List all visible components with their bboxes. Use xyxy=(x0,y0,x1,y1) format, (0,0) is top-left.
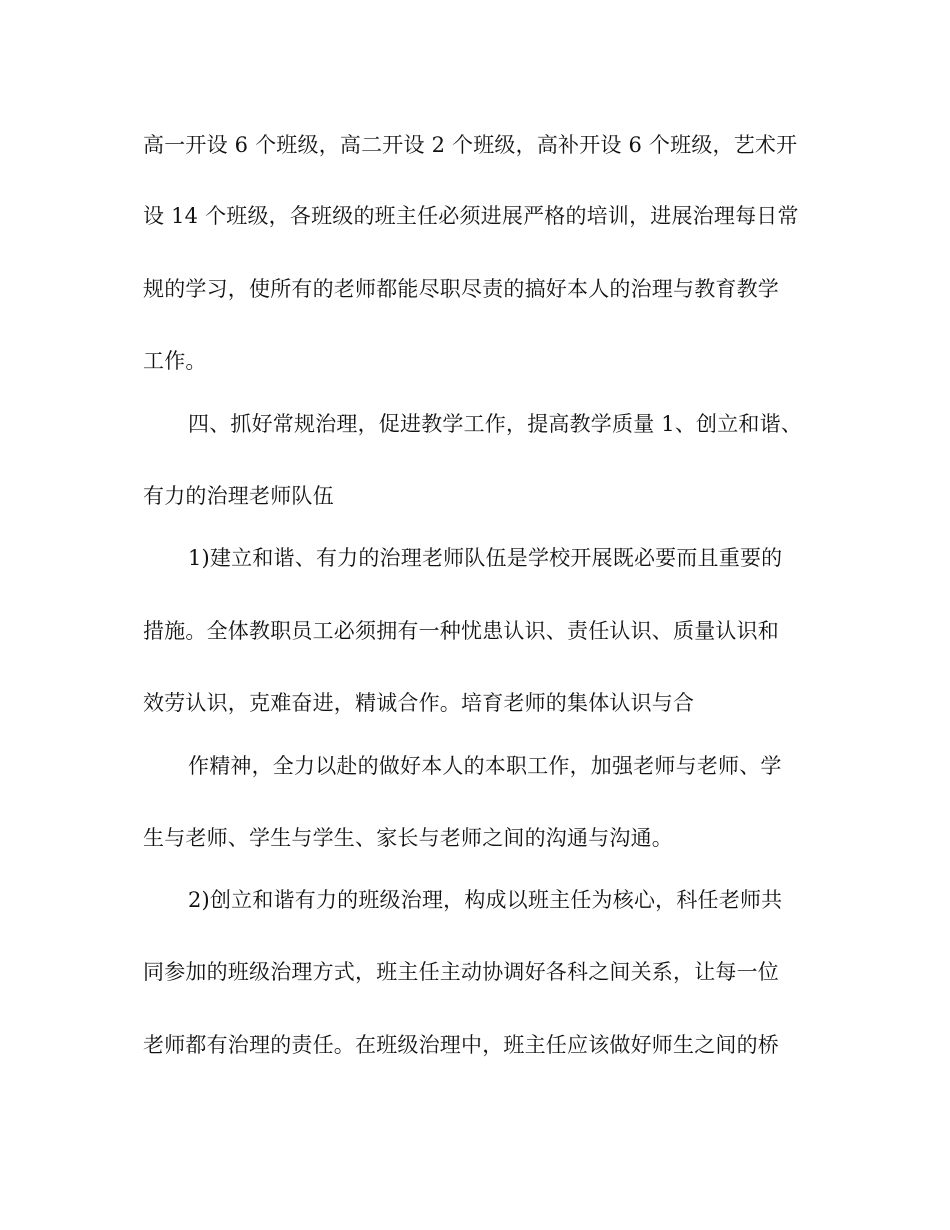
text-line-2: 设 14 个班级，各班级的班主任必须进展严格的培训，进展治理每日常 xyxy=(143,204,799,228)
text-line-3: 规的学习，使所有的老师都能尽职尽责的搞好本人的治理与教育教学 xyxy=(143,277,779,301)
text-line-13: 同参加的班级治理方式，班主任主动协调好各科之间关系，让每一位 xyxy=(143,960,779,984)
paragraph-1-start: 1)建立和谐、有力的治理老师队伍是学校开展既必要而且重要的 xyxy=(188,546,783,570)
section-heading-line: 四、抓好常规治理，促进教学工作，提高教学质量 1、创立和谐、 xyxy=(188,412,803,436)
text-line-6: 有力的治理老师队伍 xyxy=(143,484,334,508)
paragraph-3-start: 2)创立和谐有力的班级治理，构成以班主任为核心，科任老师共 xyxy=(188,888,783,912)
text-line-8: 措施。全体教职员工必须拥有一种忧患认识、责任认识、质量认识和 xyxy=(143,619,779,643)
paragraph-2-start: 作精神，全力以赴的做好本人的本职工作，加强老师与老师、学 xyxy=(188,754,782,778)
text-line-1: 高一开设 6 个班级，高二开设 2 个班级，高补开设 6 个班级，艺术开 xyxy=(143,133,798,157)
text-line-9: 效劳认识，克难奋进，精诚合作。培育老师的集体认识与合 xyxy=(143,691,695,715)
text-line-11: 生与老师、学生与学生、家长与老师之间的沟通与沟通。 xyxy=(143,826,673,850)
text-line-4: 工作。 xyxy=(143,349,207,373)
text-line-14: 老师都有治理的责任。在班级治理中，班主任应该做好师生之间的桥 xyxy=(143,1033,779,1057)
